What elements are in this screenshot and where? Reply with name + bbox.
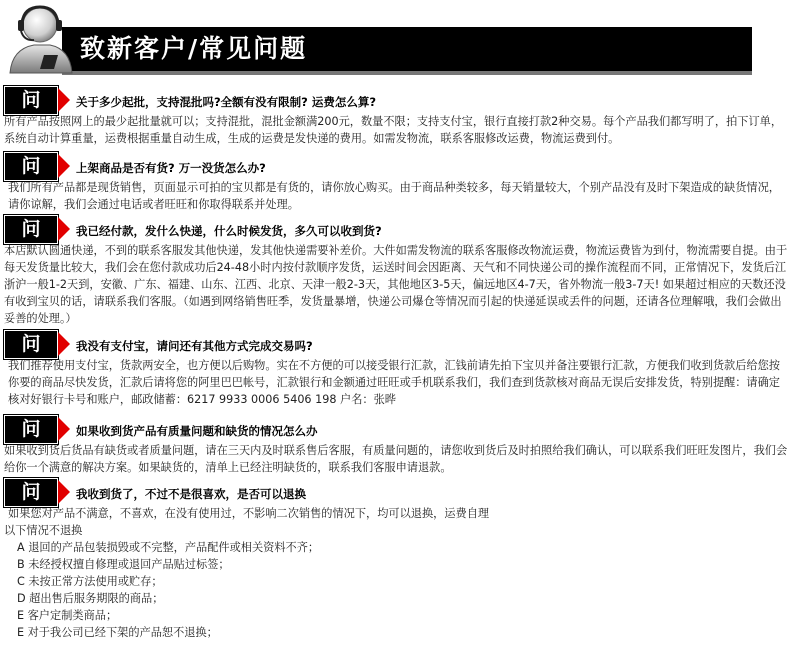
red-arrow-icon (58, 480, 70, 504)
question-badge: 问 (4, 415, 58, 444)
red-arrow-icon (58, 417, 70, 441)
person-avatar-icon (4, 3, 76, 75)
question-badge: 问 (4, 478, 58, 507)
question-row (0, 415, 795, 442)
list-item: C 未按正常方法使用或贮存； (17, 575, 163, 588)
red-arrow-icon (58, 332, 70, 356)
red-arrow-icon (58, 217, 70, 241)
answer-text: 如果收到货后货品有缺货或者质量问题，请在三天内及时联系售后客服，有质量问题的，请您收到货后及时拍照给我们确认，可以联系我们旺旺发图片，我们会给你一个满意的解决方案。如果缺货的，清单上已经注明缺货的，联系我们客服申请退款。 (4, 444, 788, 474)
question-text: 关于多少起批，支持混批吗?全额有没有限制? 运费怎么算? (76, 95, 377, 109)
question-row (0, 478, 795, 505)
question-row (0, 152, 795, 179)
answer-text: 我们所有产品都是现货销售，页面显示可拍的宝贝都是有货的，请你放心购买。由于商品种类较多，每天销量较大，个别产品没有及时下架造成的缺货情况，请你谅解，我们会通过电话或者旺旺和你取得联系并处理。 (8, 181, 780, 211)
answer-text: 如果您对产品不满意，不喜欢，在没有使用过，不影响二次销售的情况下，均可以退换，运费自理 (8, 507, 490, 520)
question-row (0, 330, 795, 357)
question-row (0, 86, 795, 113)
no-return-heading: 以下情况不退换 (4, 524, 83, 537)
list-item: B 未经授权擅自修理或退回产品贴过标签； (17, 558, 230, 571)
question-badge: 问 (4, 330, 58, 359)
faq-item (0, 152, 795, 213)
faq-item (0, 415, 795, 476)
answer-text: 所有产品按照网上的最少起批量就可以；支持混批，混批金额满200元，数量不限；支持支付宝，银行直接打款2种交易。每个产品我们都写明了，拍下订单，系统自动计算重量，运费根据重量自动生成，生成的运费是发快递的费用。如需发物流，联系客服修改运费，物流运费到付。 (4, 115, 783, 145)
list-item: E 客户定制类商品； (17, 609, 118, 622)
list-item: A 退回的产品包装损毁或不完整，产品配件或相关资料不齐； (17, 541, 320, 554)
faq-item (0, 86, 795, 147)
answer-text: 我们推荐使用支付宝，货款两安全，也方便以后购物。实在不方便的可以接受银行汇款，汇钱前请先拍下宝贝并备注要银行汇款，方便我们收到货款后给您按你要的商品尽快发货，汇款后请将您的阿里巴巴帐号，汇款银行和金额通过旺旺或手机联系我们，我们查到货款核对商品无误后安排发货，特别提醒：请确定核对好银行卡号和账户，邮政储蓄：6217 9933 0006 5406 198 户名：张晔 (8, 359, 780, 406)
red-arrow-icon (58, 154, 70, 178)
red-arrow-icon (58, 88, 70, 112)
question-text: 我已经付款，发什么快递，什么时候发货，多久可以收到货? (76, 224, 382, 238)
list-item: E 对于我公司已经下架的产品恕不退换； (17, 626, 218, 639)
no-return-list (0, 539, 795, 641)
page-title: 致新客户/常见问题 (80, 34, 308, 63)
question-text: 上架商品是否有货? 万一没货怎么办? (76, 161, 266, 175)
question-badge: 问 (4, 215, 58, 244)
faq-item (0, 330, 795, 408)
faq-item (0, 215, 795, 327)
answer-text: 本店默认圆通快递，不到的联系客服发其他快递，发其他快递需要补差价。大件如需发物流的联系客服修改物流运费，物流运费皆为到付，物流需要自提。由于每天发货量比较大，我们会在您付款成功后24-48小时内按付款顺序发货，运送时间会因距离、天气和不同快递公司的操作流程而不同，正常情况下，发货后江浙沪一般1-2天到，安徽、广东、福建、山东、江西、北京、天津一般2-3天，其他地区3-5天，偏远地区4-7天，省外物流一般3-7天! 如果超过相应的天数还没有收到宝贝的话，请联系我们客服。（如遇到网络销售旺季，发货量暴增，快递公司爆仓等情况而引起的快递延误或丢件的问题，还请各位理解哦，我们会做出妥善的处理。） (4, 244, 788, 325)
question-badge: 问 (4, 152, 58, 181)
question-text: 如果收到货产品有质量问题和缺货的情况怎么办 (76, 424, 318, 438)
faq-item (0, 478, 795, 641)
question-row (0, 215, 795, 242)
page-header (0, 0, 795, 80)
list-item: D 超出售后服务期限的商品； (17, 592, 164, 605)
question-badge: 问 (4, 86, 58, 115)
question-text: 我收到货了，不过不是很喜欢，是否可以退换 (76, 487, 306, 501)
question-text: 我没有支付宝，请问还有其他方式完成交易吗? (76, 339, 313, 353)
